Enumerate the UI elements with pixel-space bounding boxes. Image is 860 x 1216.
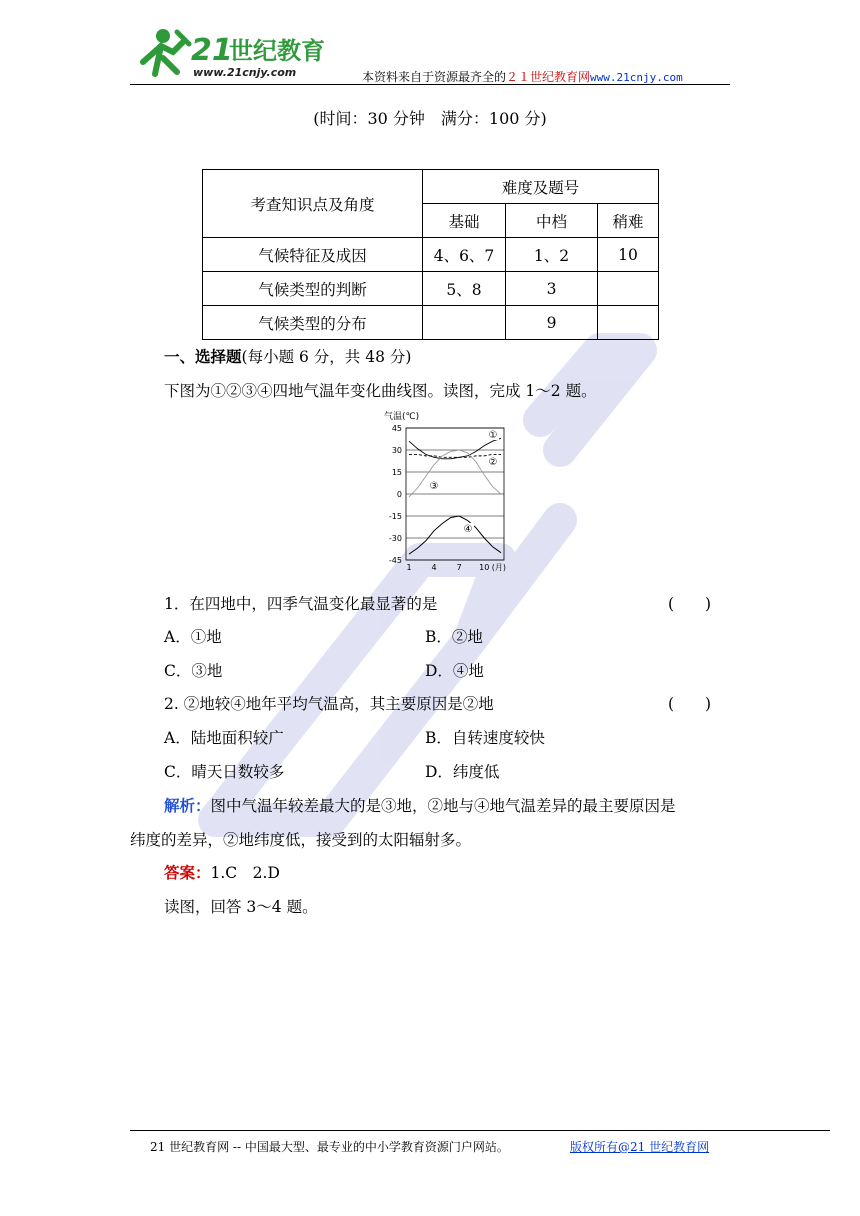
- source-url-link[interactable]: www.21cnjy.com: [590, 71, 683, 84]
- temperature-chart: [380, 408, 520, 578]
- chart-grid: [406, 428, 504, 560]
- q2-option-b: B．自转速度较快: [425, 729, 545, 747]
- row-topic: 气候类型的分布: [203, 306, 423, 340]
- table-row: [203, 306, 659, 340]
- row-basic: [423, 306, 506, 340]
- logo: [133, 22, 338, 82]
- q1-option-a: A．①地: [164, 628, 222, 646]
- chart-ytick-label: -30: [388, 534, 402, 543]
- q2-answer-paren: ( ): [668, 695, 712, 713]
- svg-text:21: 21: [191, 33, 233, 68]
- chart-yticks: [389, 424, 402, 565]
- chart-series: [409, 438, 501, 554]
- source-prefix: 本资料来自于资源最齐全的: [362, 70, 507, 84]
- analysis-label: 解析：: [164, 796, 211, 815]
- table-row: [203, 272, 659, 306]
- header-source: [362, 68, 683, 85]
- time-limit: (时间：30 分钟 满分：100 分): [313, 109, 547, 128]
- section-note: (每小题 6 分，共 48 分): [241, 348, 412, 366]
- row-medium: 1、2: [506, 238, 598, 272]
- row-topic: 气候类型的判断: [203, 272, 423, 306]
- chart-ytick-label: 45: [391, 424, 402, 433]
- q1-option-b: B．②地: [425, 628, 483, 646]
- chart-ytick-label: 30: [391, 446, 402, 455]
- chart-ylabel: 气温(℃): [384, 412, 420, 422]
- q2-option-c: C．晴天日数较多: [164, 763, 285, 781]
- table-level-basic: 基础: [423, 204, 506, 238]
- row-hard: 10: [598, 238, 659, 272]
- table-header-topic: 考查知识点及角度: [203, 170, 423, 238]
- q1-option-c: C．③地: [164, 662, 223, 680]
- row-medium: 9: [506, 306, 598, 340]
- table-level-medium: 中档: [506, 204, 598, 238]
- q1-answer-paren: ( ): [668, 595, 712, 613]
- analysis-text-1: 图中气温年较差最大的是③地，②地与④地气温差异的最主要原因是: [210, 797, 676, 815]
- q2-option-a: A．陆地面积较广: [164, 729, 284, 747]
- section-title: [164, 345, 411, 367]
- chart-series-label: ③: [429, 481, 439, 492]
- chart-series-label: ①: [488, 430, 498, 441]
- analysis-line-1: [164, 794, 676, 816]
- table-header-difficulty: 难度及题号: [423, 170, 659, 204]
- chart-series-line: [409, 438, 501, 459]
- chart-xlabel: (月): [491, 563, 506, 572]
- answer-text: 1.C 2.D: [210, 864, 280, 882]
- footer-text: 21 世纪教育网 -- 中国最大型、最专业的中小学教育资源门户网站。: [150, 1140, 509, 1154]
- q2-option-d: D．纬度低: [425, 763, 500, 781]
- svg-text:www.21cnjy.com: www.21cnjy.com: [193, 66, 297, 79]
- row-topic: 气候特征及成因: [203, 238, 423, 272]
- chart-series-line: [409, 516, 501, 554]
- chart-series-label: ④: [463, 524, 473, 535]
- chart-series-label: ②: [488, 457, 498, 468]
- row-basic: 4、6、7: [423, 238, 506, 272]
- row-medium: 3: [506, 272, 598, 306]
- chart-xtick-label: 7: [456, 563, 462, 572]
- chart-ytick-label: -45: [388, 556, 402, 565]
- knowledge-table: [202, 169, 659, 340]
- answer-label: 答案：: [164, 863, 211, 882]
- chart-xtick-label: 4: [431, 563, 437, 572]
- header-rule: [130, 84, 730, 85]
- footer-copyright-link[interactable]: 版权所有@21 世纪教育网: [570, 1140, 710, 1154]
- chart-ytick-label: -15: [388, 512, 402, 521]
- row-hard: [598, 306, 659, 340]
- intro-1-2: 下图为①②③④四地气温年变化曲线图。读图，完成 1～2 题。: [164, 382, 597, 400]
- source-site-link[interactable]: ２１世纪教育网: [506, 70, 591, 84]
- answer-line: [164, 861, 280, 883]
- footer-rule: [130, 1130, 830, 1131]
- chart-ytick-label: 15: [391, 468, 402, 477]
- q1-stem: 1．在四地中，四季气温变化最显著的是: [164, 595, 438, 613]
- intro-3-4: 读图，回答 3～4 题。: [164, 898, 318, 916]
- row-basic: 5、8: [423, 272, 506, 306]
- chart-series-labels: [428, 429, 499, 535]
- chart-xtick-label: 10: [479, 563, 490, 572]
- q2-stem: 2. ②地较④地年平均气温高，其主要原因是②地: [164, 695, 494, 713]
- chart-ytick-label: 0: [396, 490, 402, 499]
- section-title-text: 一、选择题: [164, 347, 242, 366]
- svg-text:世纪教育: 世纪教育: [229, 37, 325, 65]
- chart-xticks: [406, 563, 506, 572]
- q1-option-d: D．④地: [425, 662, 484, 680]
- analysis-line-2: 纬度的差异，②地纬度低，接受到的太阳辐射多。: [130, 831, 472, 849]
- row-hard: [598, 272, 659, 306]
- table-level-hard: 稍难: [598, 204, 659, 238]
- chart-xtick-label: 1: [406, 563, 412, 572]
- table-row: [203, 238, 659, 272]
